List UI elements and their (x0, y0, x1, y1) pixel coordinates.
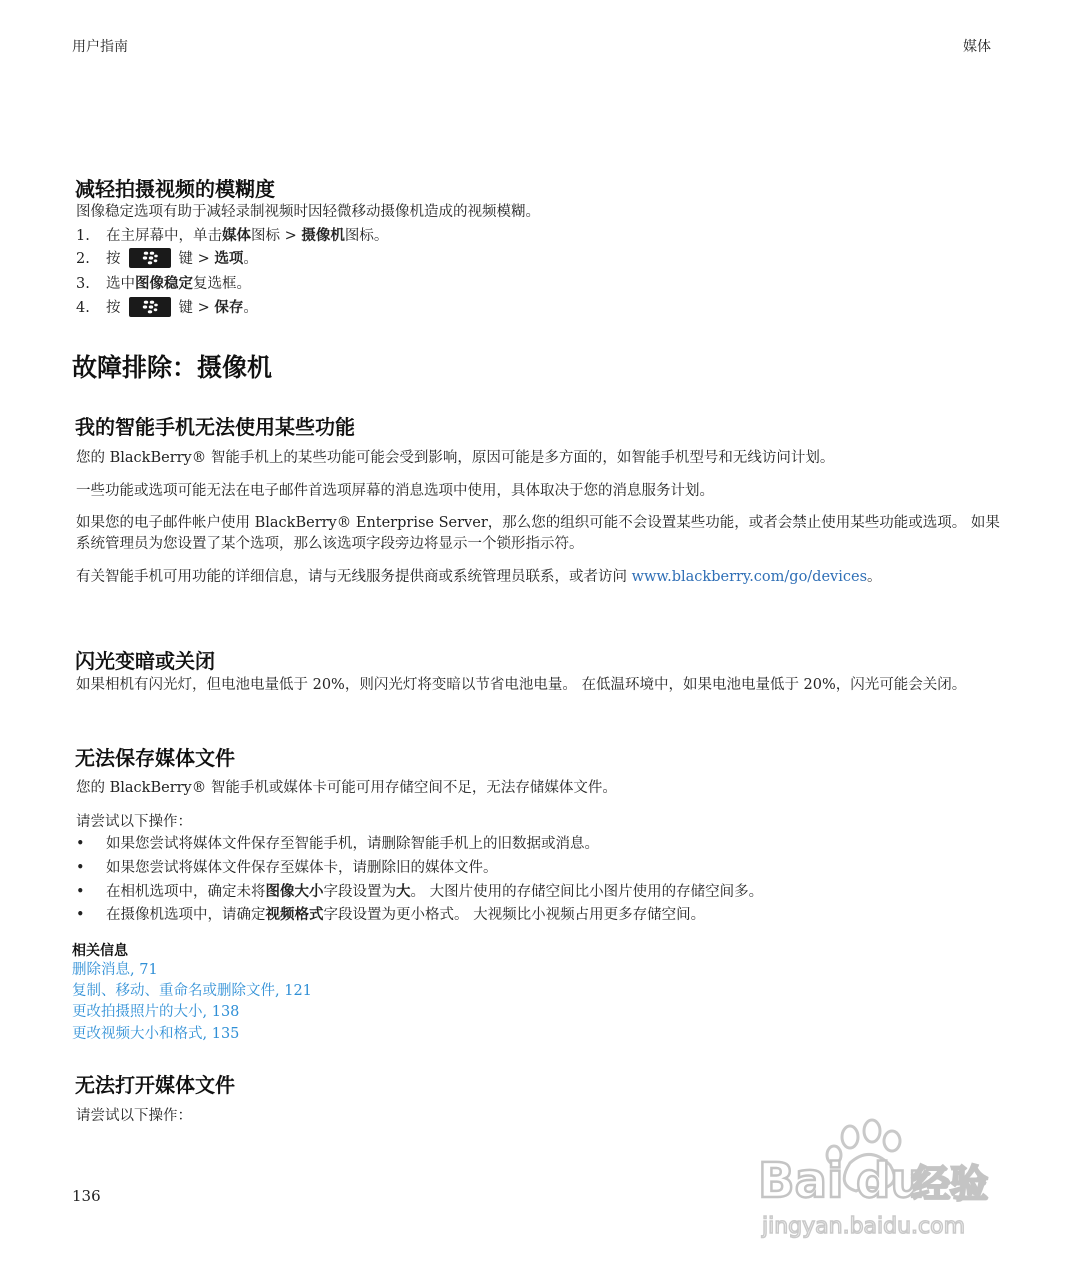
related-info-heading: 相关信息 (72, 943, 128, 959)
blackberry-menu-key-icon (129, 248, 171, 268)
step-number: 3. (76, 276, 90, 292)
svg-text:经验: 经验 (912, 1162, 989, 1206)
bullet: • (76, 836, 85, 852)
section-title-features-unavailable: 我的智能手机无法使用某些功能 (75, 415, 355, 439)
section-title-flash-dim: 闪光变暗或关闭 (75, 649, 215, 673)
image-size-term: 图像大小 (265, 884, 324, 900)
paragraph: 一些功能或选项可能无法在电子邮件首选项屏幕的消息选项中使用，具体取决于您的消息服务计划。 (76, 483, 714, 499)
paragraph: 如果您的电子邮件帐户使用 BlackBerry® Enterprise Server，那么您的组织可能不会设置某些功能，或者会禁止使用某些功能或选项。 如果系统管理员为您设置了某个选项，那么该选项字段旁边将显示一个锁形指示符。 (76, 515, 1000, 552)
step-number: 1. (76, 228, 90, 244)
video-format-term: 视频格式 (265, 907, 324, 923)
header-left: 用户指南 (72, 39, 128, 55)
list-item: • 在相机选项中，确定未将图像大小字段设置为大。 大图片使用的存储空间比小图片使用的存储空间多。 (76, 882, 1006, 903)
step-number: 2. (76, 251, 90, 267)
paragraph: 您的 BlackBerry® 智能手机上的某些功能可能会受到影响，原因可能是多方面的，如智能手机型号和无线访问计划。 (76, 450, 835, 466)
section-title-cannot-open: 无法打开媒体文件 (75, 1073, 235, 1097)
svg-text:du: du (856, 1153, 925, 1209)
step-1: 1. 在主屏幕中，单击媒体图标 > 摄像机图标。 (76, 226, 1006, 247)
list-item: • 在摄像机选项中，请确定视频格式字段设置为更小格式。 大视频比小视频占用更多存储空间。 (76, 905, 1006, 926)
save-term: 保存 (214, 300, 244, 316)
related-link[interactable]: 删除消息, 71 (72, 962, 158, 978)
blackberry-menu-key-icon (129, 297, 171, 317)
section-intro: 图像稳定选项有助于减轻录制视频时因轻微移动摄像机造成的视频模糊。 (76, 204, 540, 220)
section-title-cannot-save: 无法保存媒体文件 (75, 746, 235, 770)
related-link[interactable]: 更改视频大小和格式, 135 (72, 1026, 240, 1042)
image-stabilization-term: 图像稳定 (135, 276, 193, 292)
step-number: 4. (76, 300, 90, 316)
step-4: 4. 按 键 > 保存。 (76, 298, 1006, 319)
media-term: 媒体 (222, 228, 251, 244)
bullet: • (76, 884, 85, 900)
step-2: 2. 按 键 > 选项。 (76, 249, 1006, 270)
list-item: • 如果您尝试将媒体文件保存至媒体卡，请删除旧的媒体文件。 (76, 858, 1006, 879)
page-number: 136 (72, 1187, 101, 1205)
paragraph: 您的 BlackBerry® 智能手机或媒体卡可能可用存储空间不足，无法存储媒体文件。 (76, 780, 617, 796)
chapter-title: 故障排除：摄像机 (72, 353, 273, 382)
step-3: 3. 选中图像稳定复选框。 (76, 274, 1006, 295)
bullet: • (76, 860, 85, 876)
large-term: 大 (396, 884, 411, 900)
list-item: • 如果您尝试将媒体文件保存至智能手机，请删除智能手机上的旧数据或消息。 (76, 834, 1006, 855)
related-link[interactable]: 更改拍摄照片的大小, 138 (72, 1004, 240, 1020)
section-title-reduce-blur: 减轻拍摄视频的模糊度 (75, 177, 275, 201)
camcorder-term: 摄像机 (301, 228, 345, 244)
paragraph: 请尝试以下操作： (76, 814, 192, 830)
paragraph: 如果相机有闪光灯，但电池电量低于 20%，则闪光灯将变暗以节省电池电量。 在低温环境中，如果电池电量低于 20%，闪光可能会关闭。 (76, 677, 967, 693)
baidu-jingyan-watermark (752, 1115, 1002, 1265)
paragraph-with-link: 有关智能手机可用功能的详细信息，请与无线服务提供商或系统管理员联系，或者访问 www.blackberry.com/go/devices。 (76, 569, 882, 585)
options-term: 选项 (214, 251, 244, 267)
related-link[interactable]: 复制、移动、重命名或删除文件, 121 (72, 983, 312, 999)
bullet: • (76, 907, 85, 923)
svg-text:jingyan.baidu.com: jingyan.baidu.com (762, 1214, 966, 1239)
paragraph: 请尝试以下操作： (76, 1108, 192, 1124)
svg-text:Bai: Bai (758, 1153, 844, 1209)
blackberry-devices-link[interactable]: www.blackberry.com/go/devices (631, 569, 868, 585)
header-right: 媒体 (963, 39, 991, 55)
